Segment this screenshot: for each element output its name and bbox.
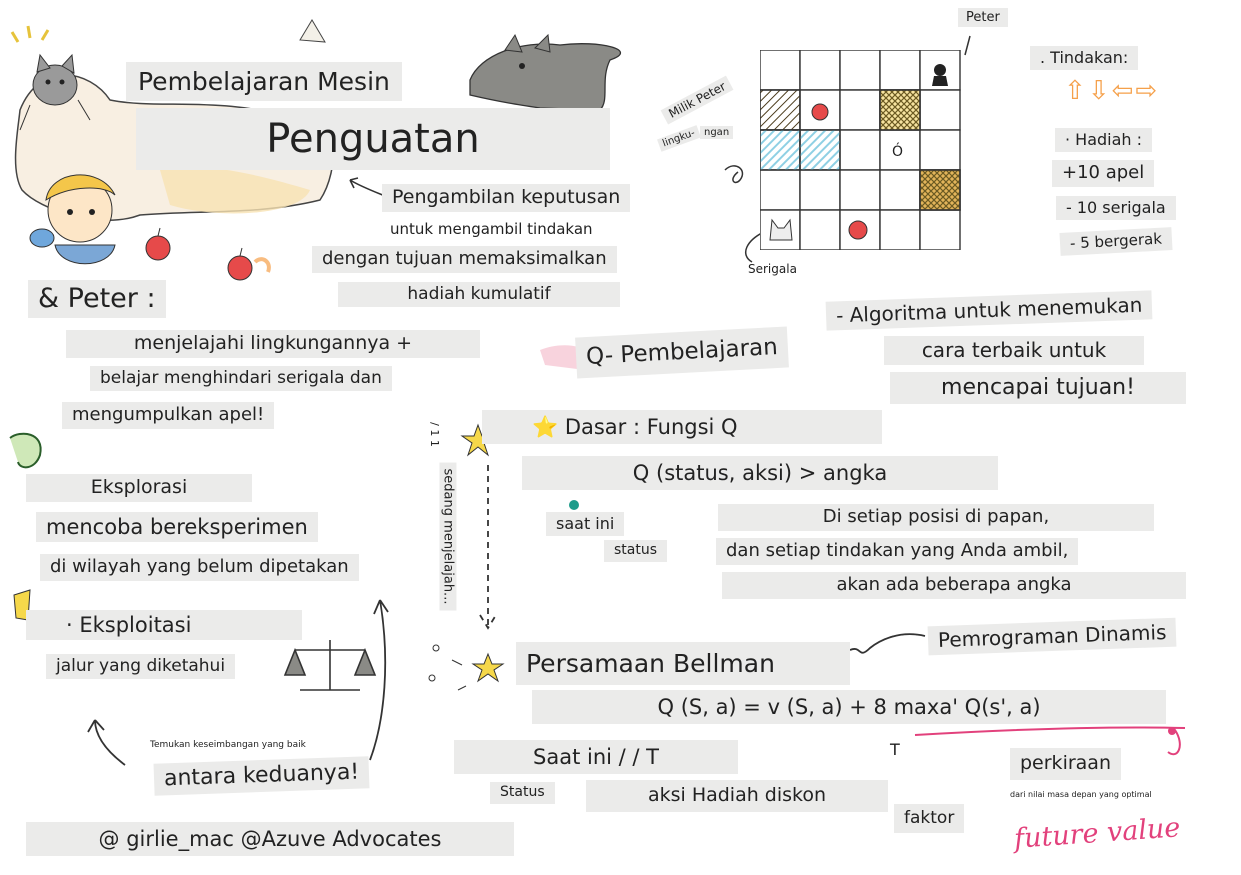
page-title: Penguatan [136,108,610,170]
balance-small: Temukan keseimbangan yang baik [150,740,306,750]
peter-grid-label: Peter [958,8,1008,27]
grid-cell [920,210,960,250]
down-arrow-icon: ⇩ [1087,76,1112,106]
wolf-grid-label: Serigala [748,262,797,276]
bellman-factor: faktor [894,804,964,833]
bird-icon [30,229,54,247]
bellman-reward: aksi Hadiah diskon [586,780,888,812]
bellman-dynamic: Pemrograman Dinamis [928,618,1177,656]
qfunction-explain1: Di setiap posisi di papan, [718,504,1154,531]
grid-world [760,50,965,254]
env-grid-label-a: lingku- [657,125,701,151]
wall-cell [760,90,800,130]
apple-icon [228,248,252,280]
apple-icon [146,228,170,260]
grid-cell [840,90,880,130]
qfunction-explain2: dan setiap tindakan yang Anda ambil, [716,538,1078,565]
bellman-heading: Persamaan Bellman [516,642,850,685]
boy-icon [46,175,115,264]
actions-arrows [1064,76,1159,106]
bellman-estimate: perkiraan [1010,748,1121,780]
definition-line3: dengan tujuan memaksimalkan [312,246,617,273]
arrow-to-exploit [88,720,125,765]
cell-marker: Ó [892,144,904,160]
env-grid-label-b: ngan [700,126,733,139]
scale-icon [285,640,375,690]
star-icon [473,654,503,681]
explore-line1: mencoba bereksperimen [36,512,318,542]
reward-wolf: - 10 serigala [1056,196,1176,220]
grid-cell [920,130,960,170]
qlearning-line3: mencapai tujuan! [890,372,1186,404]
exploring-side: / 1 1 [427,422,441,447]
qlearning-heading: Q- Pembelajaran [575,326,789,378]
grid-cell [840,170,880,210]
grid-cell [840,50,880,90]
reward-move: - 5 bergerak [1059,227,1172,256]
grid-cell [800,210,840,250]
exploring-vertical: sedang menjelajah... [439,463,456,611]
balance-big: antara keduanya! [154,756,370,795]
water-cell [760,130,800,170]
peter-line1: menjelajahi lingkungannya + [66,330,480,358]
up-arrow-icon: ⇧ [1064,76,1088,106]
definition-line4: hadiah kumulatif [338,282,620,307]
future-value: future value [1013,812,1182,855]
grid-cell [880,170,920,210]
qfunction-state: status [604,540,667,562]
reward-apple: +10 apel [1052,160,1154,187]
explore-line2: di wilayah yang belum dipetakan [40,554,359,581]
page-subtitle: Pembelajaran Mesin [126,62,402,101]
apple-icon [812,104,828,120]
peter-line2: belajar menghindari serigala dan [90,366,392,391]
water-cell [800,130,840,170]
grid-cell [840,130,880,170]
qfunction-formula: Q (status, aksi) > angka [522,456,998,490]
left-arrow-icon: ⇦ [1111,76,1136,106]
right-arrow-icon: ⇨ [1135,76,1160,106]
peter-heading: & Peter : [28,280,166,318]
exploit-line1: jalur yang diketahui [46,654,235,679]
bellman-now: Saat ini / / T [454,740,738,774]
rewards-heading: · Hadiah : [1055,128,1152,152]
explore-heading: Eksplorasi [26,474,252,502]
grid-cell [880,50,920,90]
bellman-status: Status [490,782,555,804]
qfunction-basis: ⭐ Dasar : Fungsi Q [482,410,882,444]
grid-cell [880,210,920,250]
grid-cell [760,170,800,210]
apple-icon [849,221,867,239]
actions-heading: . Tindakan: [1030,46,1138,70]
credits: @ girlie_mac @Azuve Advocates [26,822,514,856]
wolf-icon [470,35,620,110]
qfunction-current: saat ini [546,512,624,536]
definition-line1: Pengambilan keputusan [382,184,630,212]
qlearning-line2: cara terbaik untuk [884,336,1144,365]
owner-grid-label: Milik Peter [661,75,734,124]
qlearning-line1: - Algoritma untuk menemukan [826,290,1153,330]
bellman-equation: Q (S, a) = v (S, a) + 8 maxa' Q(s', a) [532,690,1166,724]
peter-line3: mengumpulkan apel! [62,402,274,429]
bellman-estimate-small: dari nilai masa depan yang optimal [1010,790,1152,799]
exploit-heading: · Eksploitasi [26,610,302,640]
qfunction-explain3: akan ada beberapa angka [722,572,1186,599]
dashed-arrow [480,465,496,628]
grid-cell [800,50,840,90]
bellman-t: T [890,740,900,759]
definition-line2: untuk mengambil tindakan [390,220,593,238]
grid-cell [920,90,960,130]
grid-cell [800,170,840,210]
grid-cell [760,50,800,90]
arrow-to-explore [370,600,388,760]
